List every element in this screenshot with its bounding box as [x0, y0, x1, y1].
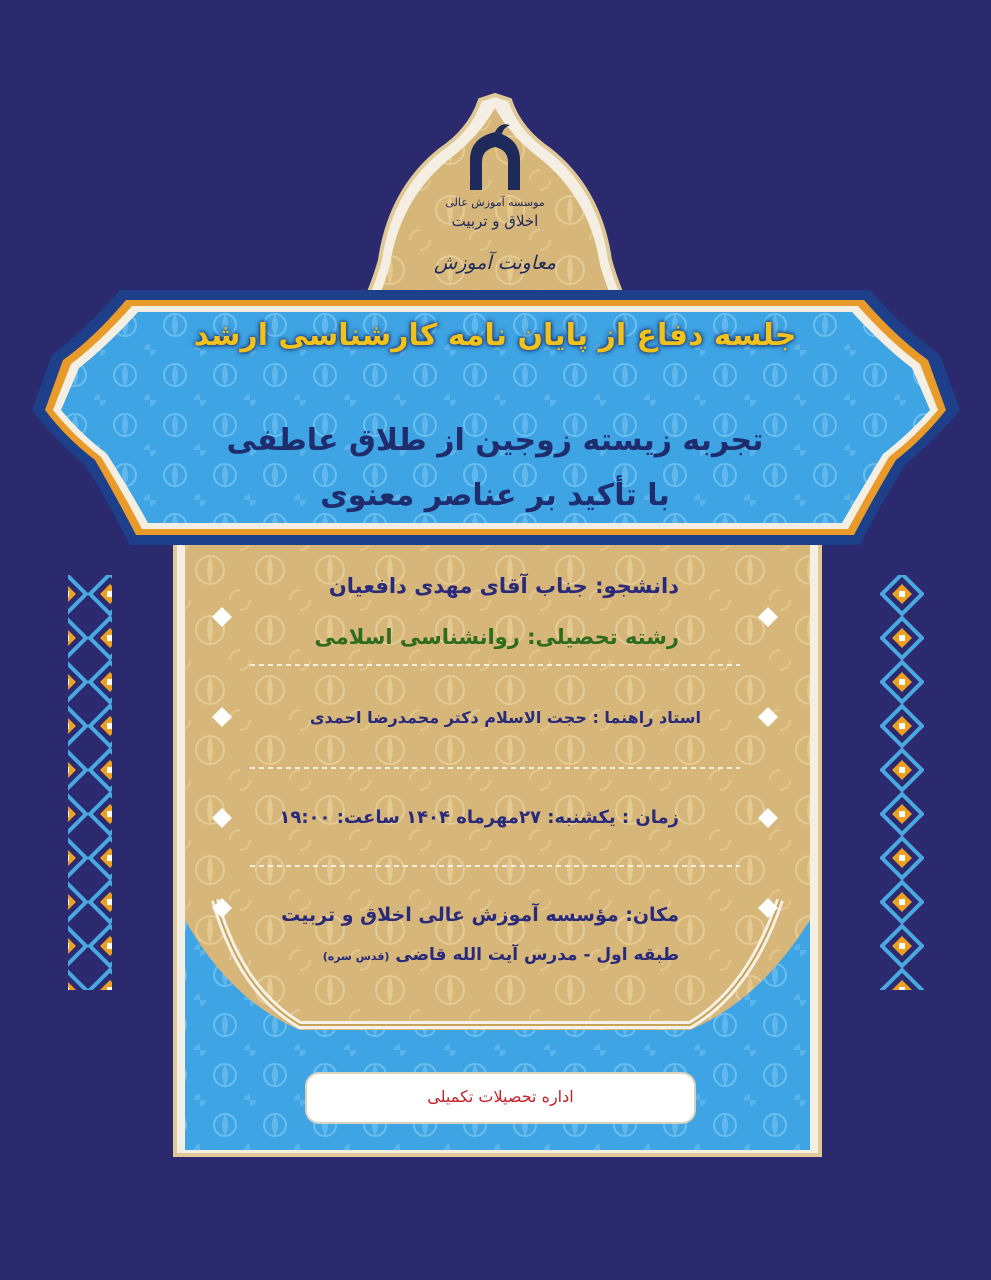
student-name: دانشجو: جناب آقای مهدی دافعیان [328, 574, 679, 598]
event-time: زمان : یکشنبه: ۲۷مهرماه ۱۴۰۴ ساعت: ۱۹:۰۰ [279, 807, 679, 828]
footer-office-label: اداره تحصیلات تکمیلی [427, 1087, 574, 1106]
event-place-line2 [323, 945, 679, 965]
left-ornament-strip [68, 575, 112, 990]
logo-institute-label: موسسه آموزش عالی [445, 196, 545, 209]
advisor-name: استاد راهنما : حجت الاسلام دکتر محمدرضا احمدی [309, 708, 701, 727]
event-title: جلسه دفاع از پایان نامه کارشناسی ارشد [193, 318, 797, 353]
field-of-study: رشته تحصیلی: روانشناسی اسلامی [314, 625, 679, 649]
logo-institute-name: اخلاق و تربیت [451, 212, 539, 230]
event-place-room: طبقه اول - مدرس آیت الله قاضی [395, 945, 679, 965]
thesis-title-line2: با تأکید بر عناصر معنوی [320, 478, 670, 513]
thesis-title-line1: تجربه زیسته زوجین از طلاق عاطفی [226, 423, 764, 458]
logo-department: معاونت آموزش [434, 252, 556, 274]
right-ornament-strip [880, 575, 924, 990]
event-place-line1: مکان: مؤسسه آموزش عالی اخلاق و تربیت [281, 904, 679, 926]
event-place-note: (قدس سره) [322, 950, 390, 963]
